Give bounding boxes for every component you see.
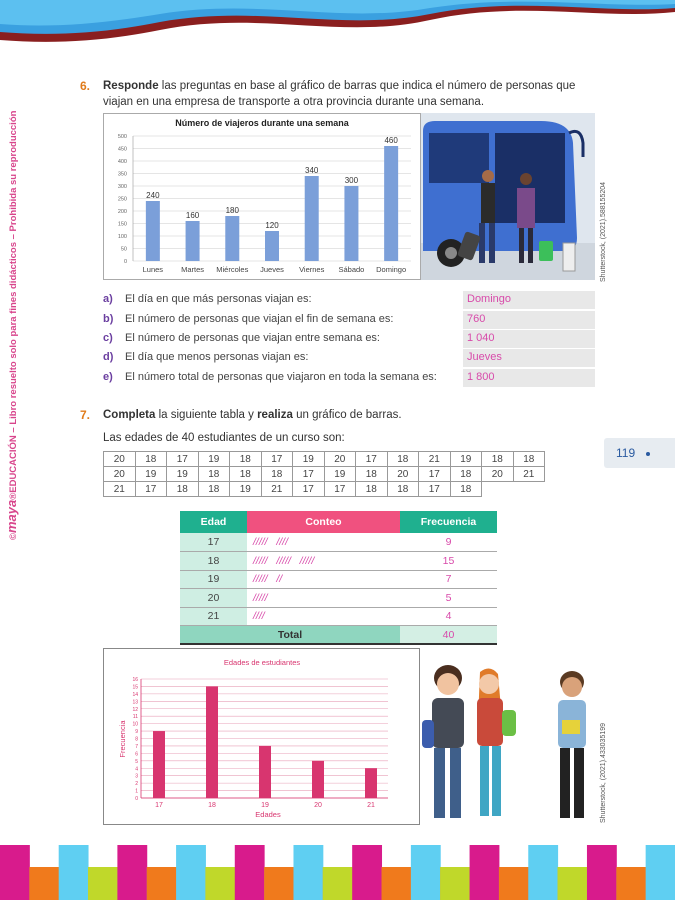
bar-jueves xyxy=(265,231,279,261)
age-cell: 20 xyxy=(104,467,136,482)
x-tick-label: Viernes xyxy=(299,265,325,274)
question-6-body: las preguntas en base al gráfico de barras que indica el número de personas que viajan en una empresa de transporte a otra provincia durante una semana. xyxy=(103,80,576,108)
color-block xyxy=(440,867,470,900)
bar-viernes xyxy=(305,176,319,261)
y-tick-label: 3 xyxy=(135,773,138,780)
color-block xyxy=(59,845,89,900)
y-tick-label: 150 xyxy=(117,221,127,228)
age-cell: 18 xyxy=(230,467,262,482)
chart-title: Número de viajeros durante una semana xyxy=(175,118,349,128)
x-tick-label: Domingo xyxy=(376,265,407,274)
age-cell: 17 xyxy=(419,482,451,497)
data-label: 460 xyxy=(384,136,398,145)
y-tick-label: 5 xyxy=(135,758,138,765)
bus-illustration xyxy=(421,113,595,280)
edad-cell: 17 xyxy=(180,533,247,552)
color-block xyxy=(382,867,412,900)
color-block xyxy=(587,845,617,900)
color-block xyxy=(323,867,353,900)
ages-row xyxy=(104,452,545,467)
conteo-cell: ///// ///// ///// xyxy=(247,552,400,571)
answer-label: c) xyxy=(103,332,113,344)
y-tick-label: 16 xyxy=(132,677,138,683)
age-cell: 20 xyxy=(387,467,419,482)
y-tick-label: 14 xyxy=(132,691,138,698)
y-tick-label: 350 xyxy=(117,171,127,178)
total-row xyxy=(180,626,497,645)
age-cell: 18 xyxy=(387,452,419,467)
x-tick-label: Miércoles xyxy=(216,265,249,274)
ages-intro-text: Las edades de 40 estudiantes de un curso son: xyxy=(103,432,345,444)
data-label: 180 xyxy=(225,206,239,215)
total-label: Total xyxy=(180,626,400,645)
age-cell: 19 xyxy=(230,482,262,497)
bar-age-18 xyxy=(206,686,218,798)
table-row xyxy=(180,589,497,608)
answer-field[interactable]: Domingo xyxy=(463,291,595,309)
question-7-verb-2: realiza xyxy=(257,409,293,421)
y-tick-label: 2 xyxy=(135,781,138,788)
age-cell: 17 xyxy=(261,452,293,467)
color-block xyxy=(117,845,147,900)
answer-field[interactable]: 1 800 xyxy=(463,369,595,387)
x-tick-label: 19 xyxy=(261,802,269,809)
ages-table xyxy=(103,451,545,497)
y-tick-label: 9 xyxy=(135,729,138,736)
y-tick-label: 300 xyxy=(117,184,127,190)
color-block xyxy=(176,845,206,900)
frecuencia-cell: 5 xyxy=(400,589,497,608)
data-label: 120 xyxy=(265,221,279,230)
age-cell: 18 xyxy=(198,482,230,497)
age-cell: 18 xyxy=(450,467,482,482)
age-cell: 17 xyxy=(135,482,167,497)
frecuencia-cell: 9 xyxy=(400,533,497,552)
color-block xyxy=(147,867,177,900)
age-cell: 17 xyxy=(419,467,451,482)
y-tick-label: 13 xyxy=(132,699,138,706)
y-axis-label: Frecuencia xyxy=(118,720,127,758)
x-tick-label: 21 xyxy=(367,802,375,809)
data-label: 160 xyxy=(185,211,200,220)
x-tick-label: 18 xyxy=(208,802,216,809)
y-tick-label: 500 xyxy=(117,134,127,140)
y-tick-label: 11 xyxy=(132,714,138,721)
x-tick-label: 20 xyxy=(314,802,322,809)
age-cell: 20 xyxy=(324,452,356,467)
page-number: 119 xyxy=(616,446,636,460)
x-tick-label: Martes xyxy=(181,265,205,274)
conteo-cell: ///// //// xyxy=(247,533,400,552)
answer-label: a) xyxy=(103,293,113,305)
age-cell: 18 xyxy=(261,467,293,482)
y-tick-label: 450 xyxy=(117,146,127,153)
age-cell: 21 xyxy=(261,482,293,497)
y-tick-label: 15 xyxy=(132,684,138,691)
conteo-cell: ///// xyxy=(247,589,400,608)
x-tick-label: 17 xyxy=(155,802,163,809)
answer-question: El día en que más personas viajan es: xyxy=(125,293,312,305)
age-cell: 19 xyxy=(293,452,325,467)
table-row xyxy=(180,607,497,626)
answer-row-a xyxy=(103,291,595,309)
y-tick-label: 200 xyxy=(117,209,127,215)
answer-label: d) xyxy=(103,351,114,363)
y-tick-label: 10 xyxy=(132,721,138,728)
bar-lunes xyxy=(146,201,160,261)
frecuencia-cell: 4 xyxy=(400,607,497,626)
color-block xyxy=(29,867,59,900)
bus-image-credit: Shutterstock, (2021).588155204 xyxy=(600,181,607,282)
age-cell: 19 xyxy=(135,467,167,482)
color-block xyxy=(646,845,675,900)
question-6-verb: Responde xyxy=(103,80,159,92)
edad-cell: 19 xyxy=(180,570,247,589)
page-dot-icon xyxy=(646,452,650,456)
answer-question: El día que menos personas viajan es: xyxy=(125,351,309,363)
answer-question: El número de personas que viajan entre semana es: xyxy=(125,332,380,344)
question-7-number: 7. xyxy=(80,408,91,422)
y-tick-label: 0 xyxy=(135,796,138,802)
age-cell: 18 xyxy=(230,452,262,467)
y-tick-label: 50 xyxy=(120,246,127,253)
answer-label: e) xyxy=(103,371,113,383)
answer-row-d xyxy=(103,349,595,367)
age-cell: 18 xyxy=(356,467,388,482)
answer-row-b xyxy=(103,311,595,329)
bar-age-21 xyxy=(365,768,377,798)
bar-sábado xyxy=(344,186,358,261)
header-frecuencia: Frecuencia xyxy=(400,511,497,533)
x-tick-label: Lunes xyxy=(142,265,164,274)
y-tick-label: 12 xyxy=(132,706,138,713)
y-tick-label: 6 xyxy=(135,751,138,758)
y-tick-label: 0 xyxy=(123,259,127,265)
age-cell: 18 xyxy=(387,482,419,497)
age-cell: 19 xyxy=(324,467,356,482)
question-7-verb-1: Completa xyxy=(103,409,156,421)
question-7-end: un gráfico de barras. xyxy=(296,409,402,421)
age-cell: 19 xyxy=(167,467,199,482)
age-cell: 21 xyxy=(513,467,545,482)
travelers-bar-chart xyxy=(103,113,421,280)
chart-title: Edades de estudiantes xyxy=(223,658,301,667)
age-cell: 18 xyxy=(198,467,230,482)
color-block xyxy=(235,845,265,900)
answer-question: El número de personas que viajan el fin de semana es: xyxy=(125,313,394,325)
edad-cell: 21 xyxy=(180,607,247,626)
ages-row xyxy=(104,467,545,482)
students-illustration xyxy=(420,660,600,830)
data-label: 340 xyxy=(305,166,319,175)
edad-cell: 20 xyxy=(180,589,247,608)
x-tick-label: Jueves xyxy=(260,265,284,274)
conteo-cell: ///// // xyxy=(247,570,400,589)
answer-row-c xyxy=(103,330,595,348)
table-row xyxy=(180,552,497,571)
x-tick-label: Sábado xyxy=(338,265,365,274)
header-conteo: Conteo xyxy=(247,511,400,533)
bar-martes xyxy=(186,221,200,261)
color-block xyxy=(205,867,235,900)
y-tick-label: 7 xyxy=(135,743,138,750)
age-cell: 18 xyxy=(167,482,199,497)
question-7-text xyxy=(103,407,603,423)
age-cell: 19 xyxy=(450,452,482,467)
frecuencia-cell: 7 xyxy=(400,570,497,589)
color-block xyxy=(411,845,441,900)
age-cell: 18 xyxy=(356,482,388,497)
y-tick-label: 8 xyxy=(135,736,138,743)
answer-label: b) xyxy=(103,313,114,325)
color-block xyxy=(499,867,529,900)
question-6-number: 6. xyxy=(80,79,91,93)
color-block xyxy=(352,845,382,900)
students-image-credit: Shutterstock, (2021).433035199 xyxy=(600,722,607,823)
data-label: 240 xyxy=(146,191,160,200)
total-value: 40 xyxy=(400,626,497,645)
age-cell: 19 xyxy=(198,452,230,467)
sidebar-copyright-text: ©maya®EDUCACIÓN – Libro resuelto solo para fines didácticos – Prohibida su reproducción xyxy=(4,110,19,540)
age-cell: 17 xyxy=(356,452,388,467)
y-tick-label: 250 xyxy=(117,196,127,203)
age-cell: 17 xyxy=(293,482,325,497)
age-cell: 18 xyxy=(513,452,545,467)
table-row xyxy=(180,533,497,552)
ages-bar-chart xyxy=(103,648,420,825)
color-block xyxy=(528,845,558,900)
y-tick-label: 100 xyxy=(117,234,127,240)
answer-field[interactable]: 760 xyxy=(463,311,595,329)
frecuencia-cell: 15 xyxy=(400,552,497,571)
bar-miércoles xyxy=(225,216,239,261)
bar-age-20 xyxy=(312,761,324,798)
bar-age-17 xyxy=(153,731,165,798)
page-number-tab xyxy=(604,438,675,468)
answer-question: El número total de personas que viajaron en toda la semana es: xyxy=(125,371,437,383)
age-cell: 20 xyxy=(104,452,136,467)
ages-row xyxy=(104,482,545,497)
question-7-mid: la siguiente tabla y xyxy=(158,409,254,421)
y-tick-label: 400 xyxy=(117,159,127,165)
age-cell: 21 xyxy=(104,482,136,497)
table-row xyxy=(180,570,497,589)
color-block xyxy=(88,867,118,900)
answer-row-e xyxy=(103,369,595,387)
age-cell: 18 xyxy=(482,452,514,467)
age-cell: 20 xyxy=(482,467,514,482)
answer-field[interactable]: Jueves xyxy=(463,349,595,367)
age-cell: 17 xyxy=(324,482,356,497)
frequency-table xyxy=(180,511,497,645)
bar-domingo xyxy=(384,146,398,261)
y-tick-label: 1 xyxy=(135,788,138,795)
color-block xyxy=(293,845,323,900)
age-cell: 17 xyxy=(167,452,199,467)
age-cell: 17 xyxy=(293,467,325,482)
top-wave-decoration xyxy=(0,0,675,50)
answer-field[interactable]: 1 040 xyxy=(463,330,595,348)
age-cell: 21 xyxy=(419,452,451,467)
age-cell: 18 xyxy=(450,482,482,497)
color-block xyxy=(470,845,500,900)
color-block xyxy=(616,867,646,900)
bottom-color-band xyxy=(0,845,675,900)
header-edad: Edad xyxy=(180,511,247,533)
bar-age-19 xyxy=(259,746,271,798)
color-block xyxy=(558,867,588,900)
data-label: 300 xyxy=(344,176,359,185)
x-axis-label: Edades xyxy=(255,810,281,819)
question-6-text xyxy=(103,78,603,110)
color-block xyxy=(264,867,294,900)
conteo-cell: //// xyxy=(247,607,400,626)
edad-cell: 18 xyxy=(180,552,247,571)
y-tick-label: 4 xyxy=(135,766,138,773)
age-cell: 18 xyxy=(135,452,167,467)
color-block xyxy=(0,845,30,900)
